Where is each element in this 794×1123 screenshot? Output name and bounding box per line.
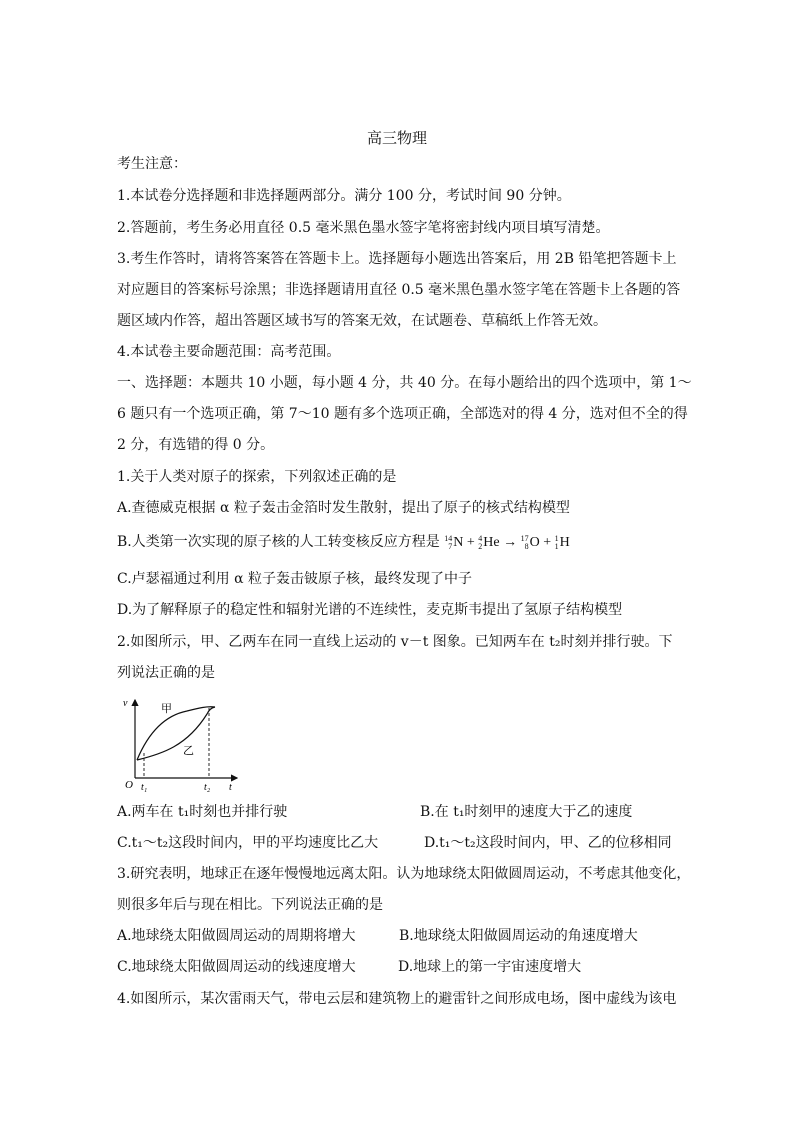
q3-options-row-1 [117,926,677,946]
q2-options-row-1 [117,802,677,822]
q1-stem: 1.关于人类对原子的探索，下列叙述正确的是 [117,469,397,485]
oxygen-symbol: O [529,535,540,550]
curve-jia [137,707,215,760]
q3-stem-line-1: 3.研究表明，地球正在逐年慢慢地远离太阳。认为地球绕太阳做圆周运动，不考虑其他变化， [117,866,691,882]
nitrogen-indices: 14 7 [444,533,453,551]
q2-option-a: A.两车在 t₁时刻也并排行驶 [117,804,288,820]
q3-option-c: C.地球绕太阳做圆周运动的线速度增大 [117,959,356,975]
reaction-arrow: → [503,535,518,550]
v-label: v [123,698,128,709]
note-4: 4.本试卷主要命题范围：高考范围。 [117,344,341,360]
nuclear-reaction-formula [444,535,570,550]
note-2: 2.答题前，考生务必用直径 0.5 毫米黑色墨水签字笔将密封线内项目填写清楚。 [117,220,610,236]
t2-label: t₂ [204,782,211,793]
oxygen-indices: 17 8 [520,533,529,551]
hydrogen-indices: 1 1 [554,533,559,551]
q3-option-d: D.地球上的第一宇宙速度增大 [398,959,582,975]
q4-stem-line-1: 4.如图所示，某次雷雨天气，带电云层和建筑物上的避雷针之间形成电场，图中虚线为该电 [117,991,677,1007]
section-1-line-1: 一、选择题：本题共 10 小题，每小题 4 分，共 40 分。在每小题给出的四个选项中，第 1～ [117,375,692,391]
q3-option-b: B.地球绕太阳做圆周运动的角速度增大 [399,928,638,944]
q3-options-row-2 [117,957,677,977]
q2-stem-line-2: 列说法正确的是 [117,665,215,681]
plus-sign: + [543,535,552,550]
note-1: 1.本试卷分选择题和非选择题两部分。满分 100 分，考试时间 90 分钟。 [117,188,571,204]
origin-label: O [125,779,133,791]
q2-option-d: D.t₁～t₂这段时间内，甲、乙的位移相同 [424,835,672,851]
q1-option-b [117,532,677,553]
jia-label: 甲 [161,702,172,715]
q1-option-a: A.查德威克根据 α 粒子轰击金箔时发生散射，提出了原子的核式结构模型 [117,500,570,516]
q2-option-c: C.t₁～t₂这段时间内，甲的平均速度比乙大 [117,835,379,851]
plus-sign: + [466,535,475,550]
nitrogen-symbol: N [453,535,464,550]
q1-option-c: C.卢瑟福通过利用 α 粒子轰击铍原子核，最终发现了中子 [117,571,473,587]
helium-symbol: He [483,535,500,550]
notes-heading: 考生注意： [117,156,187,172]
hydrogen-symbol: H [559,535,570,550]
q3-stem-line-2: 则很多年后与现在相比。下列说法正确的是 [117,897,383,913]
q1-option-b-prefix: B.人类第一次实现的原子核的人工转变核反应方程是 [117,534,440,550]
q2-option-b: B.在 t₁时刻甲的速度大于乙的速度 [420,804,633,820]
q3-option-a: A.地球绕太阳做圆周运动的周期将增大 [117,928,356,944]
yi-label: 乙 [183,744,194,757]
vt-graph-figure [117,696,247,796]
section-1-line-2: 6 题只有一个选项正确，第 7～10 题有多个选项正确，全部选对的得 4 分，选对但不全的得 [117,406,688,422]
note-3-line-2: 对应题目的答案标号涂黑；非选择题请用直径 0.5 毫米黑色墨水签字笔在答题卡上各题的答 [117,282,681,298]
helium-indices: 4 2 [478,533,483,551]
note-3-line-1: 3.考生作答时，请将答案答在答题卡上。选择题每小题选出答案后，用 2B 铅笔把答题卡上 [117,251,677,267]
section-1-line-3: 2 分，有选错的得 0 分。 [117,437,275,453]
t1-label: t₁ [141,782,148,793]
note-3-line-3: 题区域内作答，超出答题区域书写的答案无效，在试题卷、草稿纸上作答无效。 [117,313,607,329]
q2-options-row-2 [117,833,677,853]
page-title: 高三物理 [366,129,427,147]
q1-option-d: D.为了解释原子的稳定性和辐射光谱的不连续性，麦克斯韦提出了氢原子结构模型 [117,602,623,618]
t-label: t [229,782,232,793]
q2-stem-line-1: 2.如图所示，甲、乙两车在同一直线上运动的 v－t 图象。已知两车在 t₂时刻并排行驶。下 [117,634,673,650]
